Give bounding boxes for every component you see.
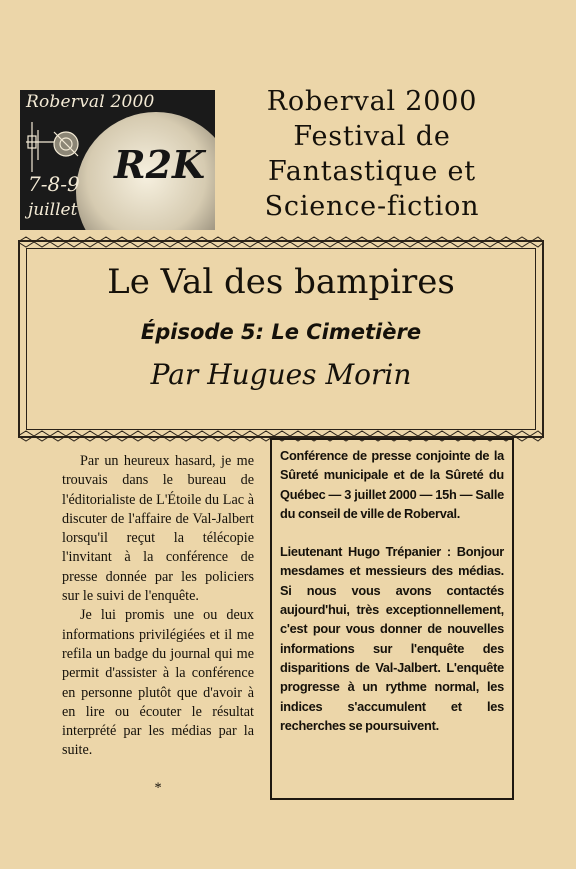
press-conference-box [270, 438, 514, 800]
story-author: Par Hugues Morin [150, 358, 412, 391]
left-paragraph-2: Je lui promis une ou deux informations privilégiées et il me refila un badge du journal qui me permit d'assister à la conférence en personne plutôt que d'avoir à en lire ou écouter le résultat interprété par les médias par la suite. [62, 607, 254, 759]
logo-month: juillet [28, 200, 78, 220]
press-conference-statement: Lieutenant Hugo Trépanier : Bonjour mesdames et messieurs des médias. Si nous vous avons contactés aujourd'hui, très exceptionnellement, c'est pour vous donner de nouvelles informations sur l'enquête des disparitions de Val-Jalbert. L'enquête progresse à un rythme normal, les indices s'accumulent et les recherches se poursuivent. [280, 544, 504, 733]
festival-line-4: Science-fiction [264, 191, 480, 222]
story-episode: Épisode 5: Le Cimetière [140, 320, 422, 344]
section-separator: * [154, 779, 162, 796]
festival-line-1: Roberval 2000 [266, 86, 478, 117]
left-paragraph-1: Par un heureux hasard, je me trouvais dans le bureau de l'éditorialiste de L'Étoile du Lac à discuter de l'affaire de Val-Jalbert lorsqu'il reçut la télécopie l'invitant à la conférence de presse donnée par les policiers sur le suivi de l'enquête. [62, 453, 254, 605]
festival-heading [222, 84, 522, 224]
festival-line-2: Festival de [293, 121, 451, 152]
story-title: Le Val des bampires [107, 262, 455, 302]
festival-line-3: Fantastique et [268, 156, 476, 187]
r2k-logo [20, 90, 215, 230]
logo-r2k: R2K [114, 142, 206, 187]
logo-title: Roberval 2000 [26, 92, 155, 112]
press-conference-header: Conférence de presse conjointe de la Sûreté municipale et de la Sûreté du Québec — 3 juillet 2000 — 15h — Salle du conseil de ville de Roberval. [280, 448, 504, 521]
logo-dates: 7-8-9 [28, 172, 80, 196]
left-column [62, 452, 254, 798]
